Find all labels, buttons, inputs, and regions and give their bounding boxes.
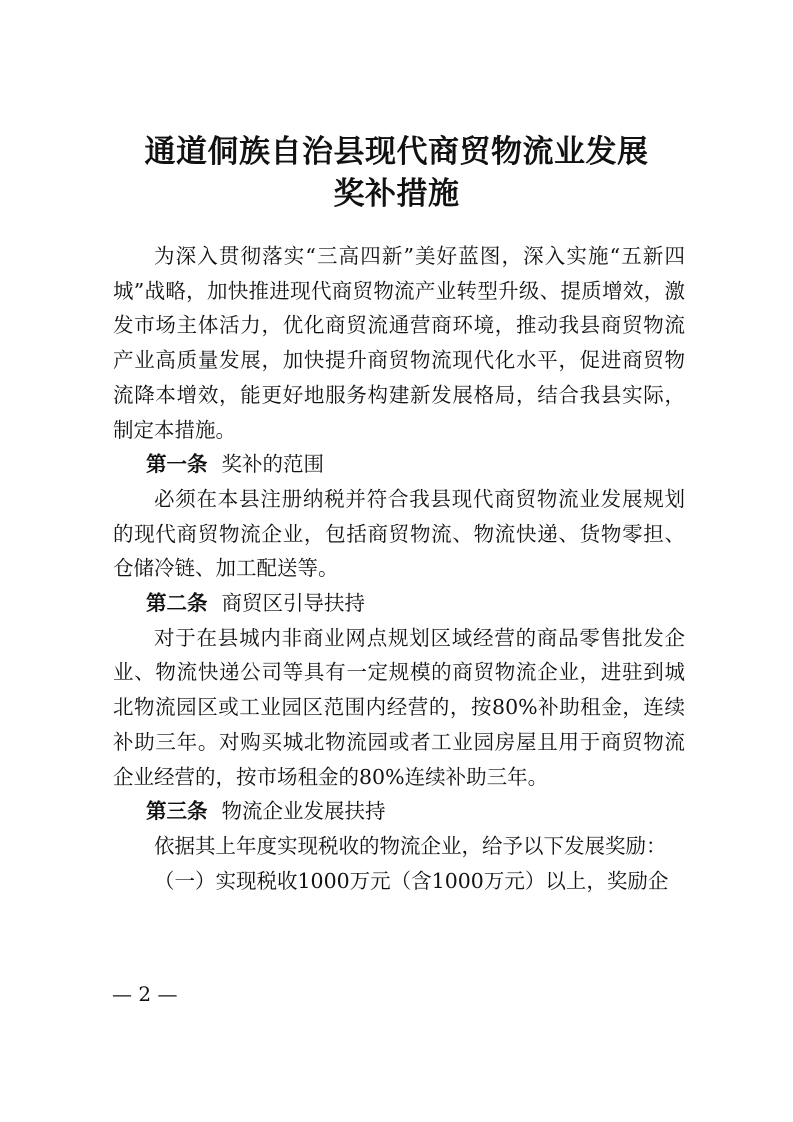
intro-paragraph: 为深入贯彻落实“三高四新”美好蓝图，深入实施“五新四城”战略，加快推进现代商贸物流产业转型升级、提质增效，激发市场主体活力，优化商贸流通营商环境，推动我县商贸物流产业高质量发展，加快提升商贸物流现代化水平，促进商贸物流降本增效，能更好地服务构建新发展格局，结合我县实际，制定本措施。 <box>113 244 685 442</box>
article-3-heading <box>113 794 685 829</box>
article-3-name: 物流企业发展扶持 <box>221 799 386 824</box>
page-number: — 2 — <box>112 982 178 1006</box>
article-2-name: 商贸区引导扶持 <box>221 591 365 616</box>
article-1-heading <box>113 447 685 482</box>
document-title-line-1: 通道侗族自治县现代商贸物流业发展 <box>144 134 649 170</box>
article-2-label: 第二条 <box>146 591 208 616</box>
document-body <box>113 239 685 898</box>
article-3-paragraph-2: （一）实现税收1000万元（含1000万元）以上，奖励企 <box>154 868 669 893</box>
article-1-name: 奖补的范围 <box>221 452 324 477</box>
article-3-paragraph-1: 依据其上年度实现税收的物流企业，给予以下发展奖励： <box>154 833 667 858</box>
article-2-paragraph: 对于在县城内非商业网点规划区域经营的商品零售批发企业、物流快递公司等具有一定规模的商贸物流企业，进驻到城北物流园区或工业园区范围内经营的，按80%补助租金，连续补助三年。对购买城北物流园或者工业园房屋且用于商贸物流企业经营的，按市场租金的80%连续补助三年。 <box>113 625 685 789</box>
article-3-label: 第三条 <box>146 799 208 824</box>
article-1-label: 第一条 <box>146 452 208 477</box>
article-2-heading <box>113 586 685 621</box>
article-1-paragraph: 必须在本县注册纳税并符合我县现代商贸物流业发展规划的现代商贸物流企业，包括商贸物流、物流快递、货物零担、仓储冷链、加工配送等。 <box>113 486 685 581</box>
document-title-line-2: 奖补措施 <box>333 176 460 212</box>
